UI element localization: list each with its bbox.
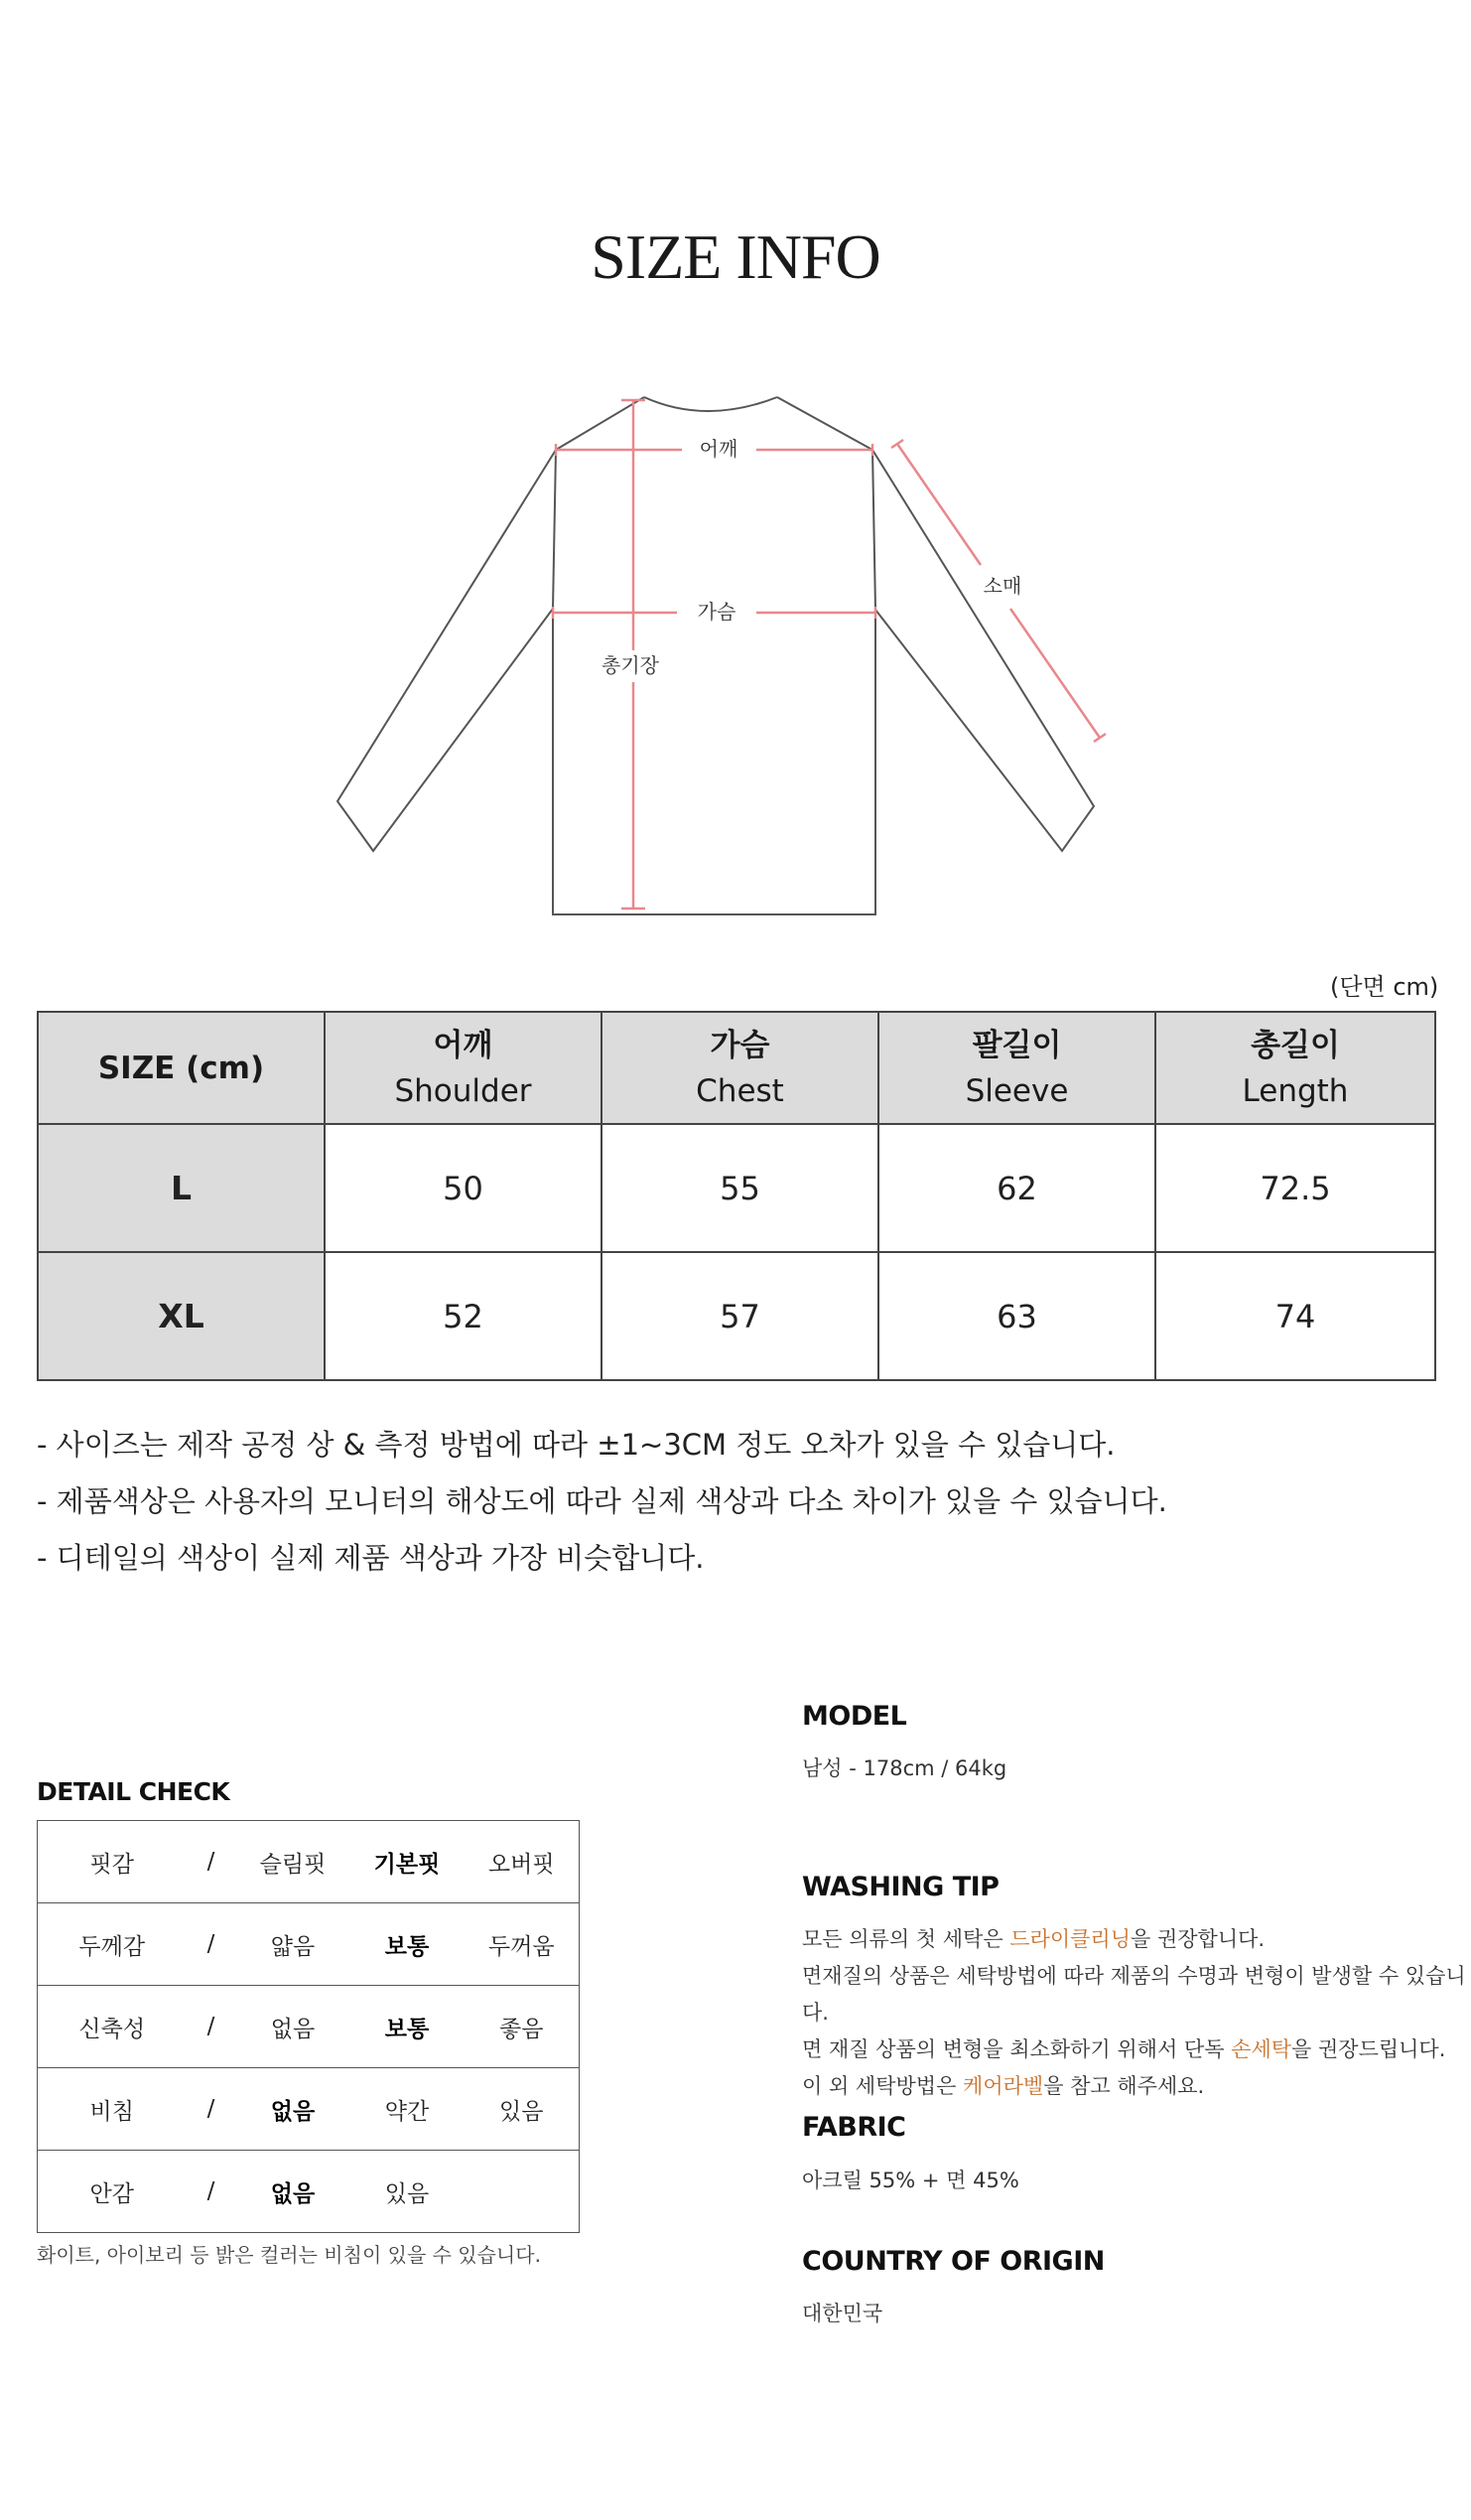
header-chest: 가슴 Chest [602,1012,878,1124]
size-cell: XL [38,1252,325,1380]
detail-label: 안감 [38,2151,187,2233]
size-table-header [38,1012,1435,1124]
size-diagram [328,382,1161,938]
highlight: 손세탁 [1231,2037,1292,2061]
detail-label: 두께감 [38,1903,187,1986]
size-cell: L [38,1124,325,1252]
garment-outline [337,397,1094,914]
detail-separator: / [187,1821,236,1903]
shoulder-cell: 52 [325,1252,602,1380]
highlight: 드라이클리닝 [1009,1927,1131,1951]
detail-row [38,2151,580,2233]
detail-option [465,2151,580,2233]
washing-heading: WASHING TIP [802,1872,1000,1902]
size-note: - 사이즈는 제작 공정 상 & 측정 방법에 따라 ±1~3CM 정도 오차가 있을 수 있습니다. [37,1428,1116,1462]
detail-option: 없음 [236,2068,350,2151]
detail-option: 약간 [350,2068,465,2151]
detail-separator: / [187,2068,236,2151]
detail-option: 좋음 [465,1986,580,2068]
detail-option: 보통 [350,1903,465,1986]
fabric-heading: FABRIC [802,2112,906,2143]
detail-row [38,1903,580,1986]
detail-separator: / [187,1903,236,1986]
detail-label: 신축성 [38,1986,187,2068]
detail-option: 두꺼움 [465,1903,580,1986]
length-cell: 72.5 [1155,1124,1435,1252]
shoulder-cell: 50 [325,1124,602,1252]
size-table [37,1011,1436,1381]
detail-label: 비침 [38,2068,187,2151]
detail-option: 슬림핏 [236,1821,350,1903]
origin-heading: COUNTRY OF ORIGIN [802,2246,1105,2277]
table-row [38,1124,1435,1252]
detail-check-table [37,1820,580,2233]
detail-row [38,1821,580,1903]
length-label: 총기장 [602,653,659,677]
sleeve-cell: 62 [878,1124,1155,1252]
detail-note-text: - 디테일의 색상이 실제 제품 색상과 가장 비슷합니다. [37,1541,705,1575]
header-sleeve: 팔길이 Sleeve [878,1012,1155,1124]
fabric-text: 아크릴 55% + 면 45% [802,2169,1019,2192]
washing-line: 모든 의류의 첫 세탁은 드라이클리닝을 권장합니다. [802,1927,1266,1951]
detail-row [38,2068,580,2151]
washing-line: 면재질의 상품은 세탁방법에 따라 제품의 수명과 변형이 발생할 수 있습니다. [802,1964,1466,2025]
sleeve-label: 소매 [983,574,1022,598]
origin-text: 대한민국 [802,2302,883,2325]
detail-option: 없음 [236,2151,350,2233]
detail-option: 있음 [465,2068,580,2151]
shoulder-label: 어깨 [699,437,738,461]
detail-check-title: DETAIL CHECK [37,1777,230,1806]
page-title: SIZE INFO [591,221,880,292]
sleeve-cell: 63 [878,1252,1155,1380]
detail-separator: / [187,1986,236,2068]
detail-option: 없음 [236,1986,350,2068]
model-heading: MODEL [802,1701,907,1732]
washing-text [802,1921,1471,2105]
length-cell: 74 [1155,1252,1435,1380]
detail-option: 있음 [350,2151,465,2233]
chest-cell: 55 [602,1124,878,1252]
detail-row [38,1986,580,2068]
color-note: - 제품색상은 사용자의 모니터의 해상도에 따라 실제 색상과 다소 차이가 있을 수 있습니다. [37,1484,1167,1518]
detail-check-note: 화이트, 아이보리 등 밝은 컬러는 비침이 있을 수 있습니다. [37,2243,541,2267]
chest-label: 가슴 [697,600,736,624]
unit-note: (단면 cm) [1330,973,1439,1001]
table-row [38,1252,1435,1380]
washing-line: 면 재질 상품의 변형을 최소화하기 위해서 단독 손세탁을 권장드립니다. [802,2037,1446,2061]
washing-line: 이 외 세탁방법은 케어라벨을 참고 해주세요. [802,2074,1205,2098]
chest-cell: 57 [602,1252,878,1380]
detail-option: 보통 [350,1986,465,2068]
highlight: 케어라벨 [963,2074,1044,2098]
header-length: 총길이 Length [1155,1012,1435,1124]
detail-separator: / [187,2151,236,2233]
detail-option: 기본핏 [350,1821,465,1903]
header-shoulder: 어깨 Shoulder [325,1012,602,1124]
detail-label: 핏감 [38,1821,187,1903]
detail-option: 오버핏 [465,1821,580,1903]
detail-option: 얇음 [236,1903,350,1986]
model-text: 남성 - 178cm / 64kg [802,1756,1007,1780]
header-size: SIZE (cm) [38,1012,325,1124]
